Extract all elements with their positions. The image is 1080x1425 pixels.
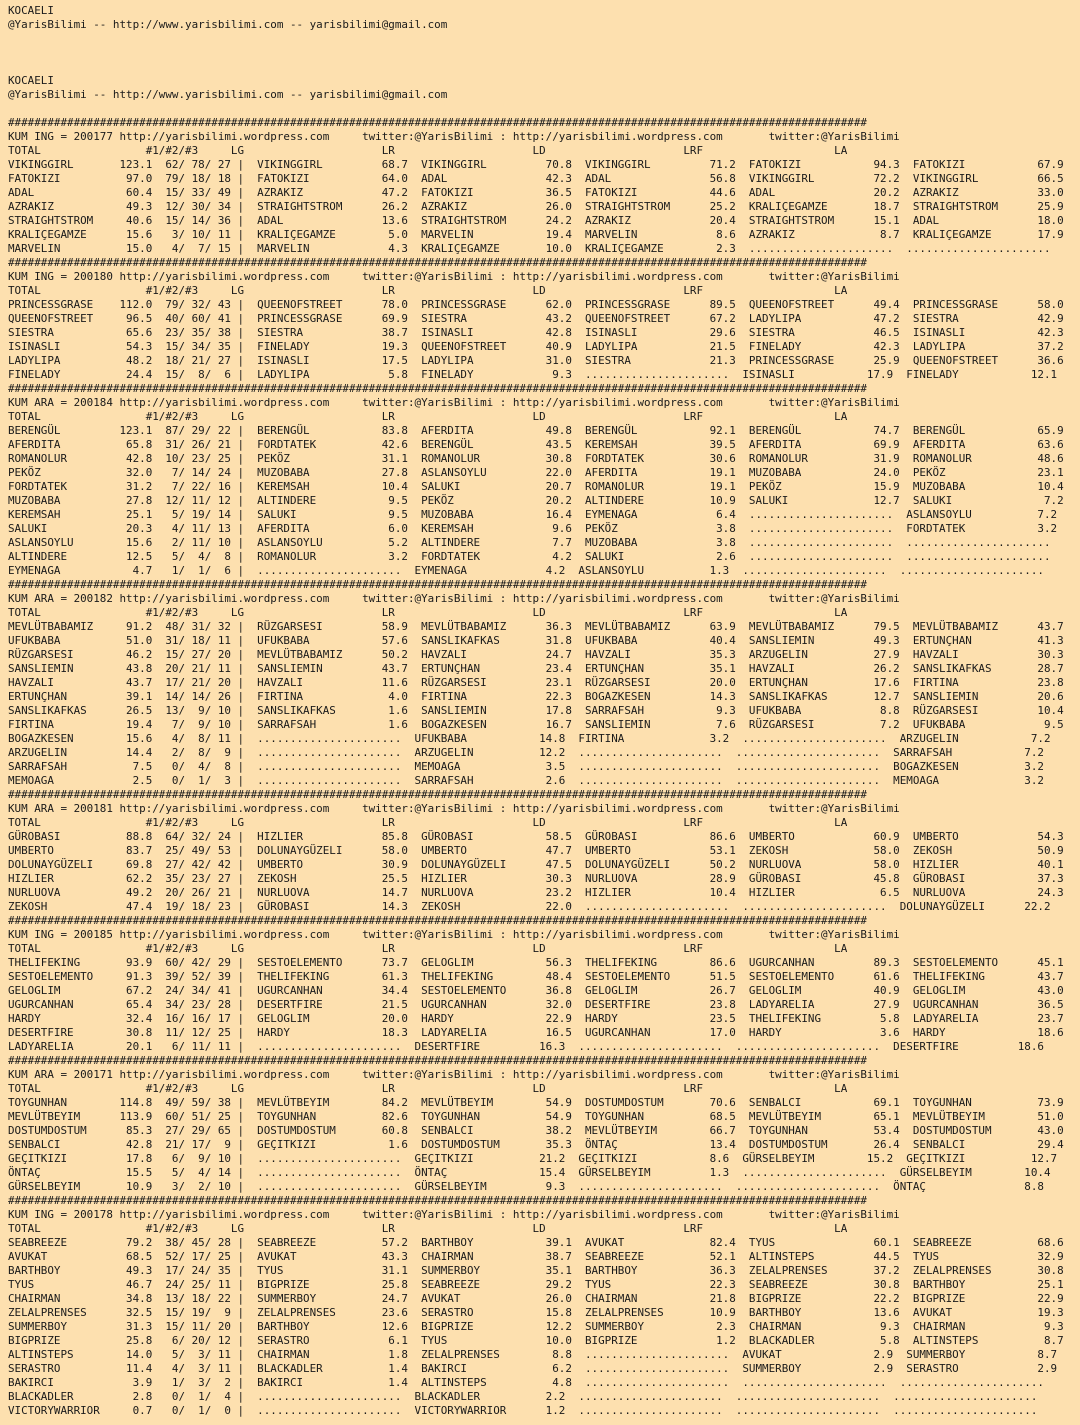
table-row: HARDY 32.4 16/ 16/ 17 | GELOGLIM 20.0 HARDY 22.9 HARDY 23.5 THELIFEKING 5.8 LADYARELIA 23.7 — [8, 1012, 1064, 1025]
table-row: ZEKOSH 47.4 19/ 18/ 23 | GÜROBASI 14.3 ZEKOSH 22.0 ...................... ...................... DOLUNAYGÜZELI 22.2 — [8, 900, 1051, 913]
column-header-line: TOTAL #1/#2/#3 LG LR LD LRF LA — [8, 1082, 848, 1095]
text-line: @YarisBilimi -- http://www.yarisbilimi.com -- yarisbilimi@gmail.com — [8, 88, 448, 101]
table-row: SIESTRA 65.6 23/ 35/ 38 | SIESTRA 38.7 ISINASLI 42.8 ISINASLI 29.6 SIESTRA 46.5 ISINASLI 42.3 — [8, 326, 1064, 339]
column-header-line: TOTAL #1/#2/#3 LG LR LD LRF LA — [8, 284, 848, 297]
table-row: LADYARELIA 20.1 6/ 11/ 11 | ...................... DESERTFIRE 16.3 ...................... ...................... DESERTFIRE 18.6 — [8, 1040, 1044, 1053]
column-header-line: TOTAL #1/#2/#3 LG LR LD LRF LA — [8, 606, 848, 619]
separator-line: ################################################################################################################################### — [8, 256, 867, 269]
table-row: VICTORYWARRIOR 0.7 0/ 1/ 0 | ...................... VICTORYWARRIOR 1.2 ...................... ...................... ...................... — [8, 1404, 1038, 1417]
table-row: BAKIRCI 3.9 1/ 3/ 2 | BAKIRCI 1.4 ALTINSTEPS 4.8 ...................... ...................... ...................... — [8, 1376, 1044, 1389]
separator-line: ################################################################################################################################### — [8, 578, 867, 591]
table-row: ASLANSOYLU 15.6 2/ 11/ 10 | ASLANSOYLU 5.2 ALTINDERE 7.7 MUZOBABA 3.8 ...................... ...................... — [8, 536, 1051, 549]
race-header-line: KUM ARA = 200171 http://yarisbilimi.wordpress.com twitter:@YarisBilimi : http://yarisbilimi.wordpress.com twitter:@YarisBilimi — [8, 1068, 900, 1081]
table-row: THELIFEKING 93.9 60/ 42/ 29 | SESTOELEMENTO 73.7 GELOGLIM 56.3 THELIFEKING 86.6 UGURCANHAN 89.3 SESTOELEMENTO 45.1 — [8, 956, 1064, 969]
table-row: NURLUOVA 49.2 20/ 26/ 21 | NURLUOVA 14.7 NURLUOVA 23.2 HIZLIER 10.4 HIZLIER 6.5 NURLUOVA 24.3 — [8, 886, 1064, 899]
table-row: BLACKADLER 2.8 0/ 1/ 4 | ...................... BLACKADLER 2.2 ...................... ...................... ...................... — [8, 1390, 1038, 1403]
table-row: ALTINDERE 12.5 5/ 4/ 8 | ROMANOLUR 3.2 FORDTATEK 4.2 SALUKI 2.6 ...................... ...................... — [8, 550, 1051, 563]
table-row: FINELADY 24.4 15/ 8/ 6 | LADYLIPA 5.8 FINELADY 9.3 ...................... ISINASLI 17.9 FINELADY 12.1 — [8, 368, 1058, 381]
table-row: KEREMSAH 25.1 5/ 19/ 14 | SALUKI 9.5 MUZOBABA 16.4 EYMENAGA 6.4 ...................... ASLANSOYLU 7.2 — [8, 508, 1058, 521]
table-row: SUMMERBOY 31.3 15/ 11/ 20 | BARTHBOY 12.6 BIGPRIZE 12.2 SUMMERBOY 2.3 CHAIRMAN 9.3 CHAIRMAN 9.3 — [8, 1320, 1064, 1333]
table-row: EYMENAGA 4.7 1/ 1/ 6 | ...................... EYMENAGA 4.2 ASLANSOYLU 1.3 ...................... ...................... — [8, 564, 1044, 577]
table-row: DESERTFIRE 30.8 11/ 12/ 25 | HARDY 18.3 LADYARELIA 16.5 UGURCANHAN 17.0 HARDY 3.6 HARDY 18.6 — [8, 1026, 1064, 1039]
table-row: DOSTUMDOSTUM 85.3 27/ 29/ 65 | DOSTUMDOSTUM 60.8 SENBALCI 38.2 MEVLÜTBEYIM 66.7 TOYGUNHAN 53.4 DOSTUMDOSTUM 43.0 — [8, 1124, 1064, 1137]
column-header-line: TOTAL #1/#2/#3 LG LR LD LRF LA — [8, 1222, 848, 1235]
table-row: SERASTRO 11.4 4/ 3/ 11 | BLACKADLER 1.4 BAKIRCI 6.2 ...................... SUMMERBOY 2.9 SERASTRO 2.9 — [8, 1362, 1058, 1375]
table-row: GEÇITKIZI 17.8 6/ 9/ 10 | ...................... GEÇITKIZI 21.2 GEÇITKIZI 8.6 GÜRSELBEYIM 15.2 GEÇITKIZI 12.7 — [8, 1152, 1058, 1165]
table-row: CHAIRMAN 34.8 13/ 18/ 22 | SUMMERBOY 24.7 AVUKAT 26.0 CHAIRMAN 21.8 BIGPRIZE 22.2 BIGPRIZE 22.9 — [8, 1292, 1064, 1305]
table-row: FIRTINA 19.4 7/ 9/ 10 | SARRAFSAH 1.6 BOGAZKESEN 16.7 SANSLIEMIN 7.6 RÜZGARSESI 7.2 UFUKBABA 9.5 — [8, 718, 1064, 731]
table-row: AVUKAT 68.5 52/ 17/ 25 | AVUKAT 43.3 CHAIRMAN 38.7 SEABREEZE 52.1 ALTINSTEPS 44.5 TYUS 32.9 — [8, 1250, 1064, 1263]
table-row: BOGAZKESEN 15.6 4/ 8/ 11 | ...................... UFUKBABA 14.8 FIRTINA 3.2 ...................... ARZUGELIN 7.2 — [8, 732, 1051, 745]
table-row: ROMANOLUR 42.8 10/ 23/ 25 | PEKÖZ 31.1 ROMANOLUR 30.8 FORDTATEK 30.6 ROMANOLUR 31.9 ROMANOLUR 48.6 — [8, 452, 1064, 465]
table-row: ERTUNÇHAN 39.1 14/ 14/ 26 | FIRTINA 4.0 FIRTINA 22.3 BOGAZKESEN 14.3 SANSLIKAFKAS 12.7 SANSLIEMIN 20.6 — [8, 690, 1064, 703]
table-row: SANSLIEMIN 43.8 20/ 21/ 11 | SANSLIEMIN 43.7 ERTUNÇHAN 23.4 ERTUNÇHAN 35.1 HAVZALI 26.2 SANSLIKAFKAS 28.7 — [8, 662, 1064, 675]
table-row: LADYLIPA 48.2 18/ 21/ 27 | ISINASLI 17.5 LADYLIPA 31.0 SIESTRA 21.3 PRINCESSGRASE 25.9 QUEENOFSTREET 36.6 — [8, 354, 1064, 367]
table-row: GELOGLIM 67.2 24/ 34/ 41 | UGURCANHAN 34.4 SESTOELEMENTO 36.8 GELOGLIM 26.7 GELOGLIM 40.9 GELOGLIM 43.0 — [8, 984, 1064, 997]
table-row: ALTINSTEPS 14.0 5/ 3/ 11 | CHAIRMAN 1.8 ZELALPRENSES 8.8 ...................... AVUKAT 2.9 SUMMERBOY 8.7 — [8, 1348, 1058, 1361]
table-row: BIGPRIZE 25.8 6/ 20/ 12 | SERASTRO 6.1 TYUS 10.0 BIGPRIZE 1.2 BLACKADLER 5.8 ALTINSTEPS 8.7 — [8, 1334, 1064, 1347]
table-row: VIKINGGIRL 123.1 62/ 78/ 27 | VIKINGGIRL 68.7 VIKINGGIRL 70.8 VIKINGGIRL 71.2 FATOKIZI 94.3 FATOKIZI 67.9 — [8, 158, 1064, 171]
table-row: ADAL 60.4 15/ 33/ 49 | AZRAKIZ 47.2 FATOKIZI 36.5 FATOKIZI 44.6 ADAL 20.2 AZRAKIZ 33.0 — [8, 186, 1064, 199]
table-row: FATOKIZI 97.0 79/ 18/ 18 | FATOKIZI 64.0 ADAL 42.3 ADAL 56.8 VIKINGGIRL 72.2 VIKINGGIRL 66.5 — [8, 172, 1064, 185]
table-row: SESTOELEMENTO 91.3 39/ 52/ 39 | THELIFEKING 61.3 THELIFEKING 48.4 SESTOELEMENTO 51.5 SESTOELEMENTO 61.6 THELIFEKING 43.7 — [8, 970, 1064, 983]
table-row: MUZOBABA 27.8 12/ 11/ 12 | ALTINDERE 9.5 PEKÖZ 20.2 ALTINDERE 10.9 SALUKI 12.7 SALUKI 7.2 — [8, 494, 1064, 507]
table-row: UGURCANHAN 65.4 34/ 23/ 28 | DESERTFIRE 21.5 UGURCANHAN 32.0 DESERTFIRE 23.8 LADYARELIA 27.9 UGURCANHAN 36.5 — [8, 998, 1064, 1011]
text-line: KOCAELI — [8, 4, 54, 17]
separator-line: ################################################################################################################################### — [8, 382, 867, 395]
table-row: ISINASLI 54.3 15/ 34/ 35 | FINELADY 19.3 QUEENOFSTREET 40.9 LADYLIPA 21.5 FINELADY 42.3 LADYLIPA 37.2 — [8, 340, 1064, 353]
race-header-line: KUM ING = 200177 http://yarisbilimi.wordpress.com twitter:@YarisBilimi : http://yarisbilimi.wordpress.com twitter:@YarisBilimi — [8, 130, 900, 143]
table-row: UMBERTO 83.7 25/ 49/ 53 | DOLUNAYGÜZELI 58.0 UMBERTO 47.7 UMBERTO 53.1 ZEKOSH 58.0 ZEKOSH 50.9 — [8, 844, 1064, 857]
race-header-line: KUM ING = 200180 http://yarisbilimi.wordpress.com twitter:@YarisBilimi : http://yarisbilimi.wordpress.com twitter:@YarisBilimi — [8, 270, 900, 283]
table-row: SALUKI 20.3 4/ 11/ 13 | AFERDITA 6.0 KEREMSAH 9.6 PEKÖZ 3.8 ...................... FORDTATEK 3.2 — [8, 522, 1058, 535]
table-row: MEMOAGA 2.5 0/ 1/ 3 | ...................... SARRAFSAH 2.6 ...................... ...................... MEMOAGA 3.2 — [8, 774, 1044, 787]
race-header-line: KUM ING = 200178 http://yarisbilimi.wordpress.com twitter:@YarisBilimi : http://yarisbilimi.wordpress.com twitter:@YarisBilimi — [8, 1208, 900, 1221]
table-row: GÜROBASI 88.8 64/ 32/ 24 | HIZLIER 85.8 GÜROBASI 58.5 GÜROBASI 86.6 UMBERTO 60.9 UMBERTO 54.3 — [8, 830, 1064, 843]
table-row: TOYGUNHAN 114.8 49/ 59/ 38 | MEVLÜTBEYIM 84.2 MEVLÜTBEYIM 54.9 DOSTUMDOSTUM 70.6 SENBALCI 69.1 TOYGUNHAN 73.9 — [8, 1096, 1064, 1109]
table-row: SANSLIKAFKAS 26.5 13/ 9/ 10 | SANSLIKAFKAS 1.6 SANSLIEMIN 17.8 SARRAFSAH 9.3 UFUKBABA 8.8 RÜZGARSESI 10.4 — [8, 704, 1064, 717]
table-row: QUEENOFSTREET 96.5 40/ 60/ 41 | PRINCESSGRASE 69.9 SIESTRA 43.2 QUEENOFSTREET 67.2 LADYLIPA 47.2 SIESTRA 42.9 — [8, 312, 1064, 325]
race-header-line: KUM ARA = 200184 http://yarisbilimi.wordpress.com twitter:@YarisBilimi : http://yarisbilimi.wordpress.com twitter:@YarisBilimi — [8, 396, 900, 409]
table-row: ARZUGELIN 14.4 2/ 8/ 9 | ...................... ARZUGELIN 12.2 ...................... ...................... SARRAFSAH 7.2 — [8, 746, 1044, 759]
table-row: STRAIGHTSTROM 40.6 15/ 14/ 36 | ADAL 13.6 STRAIGHTSTROM 24.2 AZRAKIZ 20.4 STRAIGHTSTROM 15.1 ADAL 18.0 — [8, 214, 1064, 227]
table-row: BERENGÜL 123.1 87/ 29/ 22 | BERENGÜL 83.8 AFERDITA 49.8 BERENGÜL 92.1 BERENGÜL 74.7 BERENGÜL 65.9 — [8, 424, 1064, 437]
separator-line: ################################################################################################################################### — [8, 914, 867, 927]
table-row: BARTHBOY 49.3 17/ 24/ 35 | TYUS 31.1 SUMMERBOY 35.1 BARTHBOY 36.3 ZELALPRENSES 37.2 ZELALPRENSES 30.8 — [8, 1264, 1064, 1277]
table-row: SEABREEZE 79.2 38/ 45/ 28 | SEABREEZE 57.2 BARTHBOY 39.1 AVUKAT 82.4 TYUS 60.1 SEABREEZE 68.6 — [8, 1236, 1064, 1249]
table-row: MEVLÜTBABAMIZ 91.2 48/ 31/ 32 | RÜZGARSESI 58.9 MEVLÜTBABAMIZ 36.3 MEVLÜTBABAMIZ 63.9 MEVLÜTBABAMIZ 79.5 MEVLÜTBABAMIZ 43.7 — [8, 620, 1064, 633]
table-row: PRINCESSGRASE 112.0 79/ 32/ 43 | QUEENOFSTREET 78.0 PRINCESSGRASE 62.0 PRINCESSGRASE 89.5 QUEENOFSTREET 49.4 PRINCESSGRASE 58.0 — [8, 298, 1064, 311]
table-row: TYUS 46.7 24/ 25/ 11 | BIGPRIZE 25.8 SEABREEZE 29.2 TYUS 22.3 SEABREEZE 30.8 BARTHBOY 25.1 — [8, 1278, 1064, 1291]
separator-line: ################################################################################################################################### — [8, 1194, 867, 1207]
table-row: KRALIÇEGAMZE 15.6 3/ 10/ 11 | KRALIÇEGAMZE 5.0 MARVELIN 19.4 MARVELIN 8.6 AZRAKIZ 8.7 KRALIÇEGAMZE 17.9 — [8, 228, 1064, 241]
table-row: GÜRSELBEYIM 10.9 3/ 2/ 10 | ...................... GÜRSELBEYIM 9.3 ...................... ...................... ÖNTAÇ 8.8 — [8, 1180, 1044, 1193]
table-row: ZELALPRENSES 32.5 15/ 19/ 9 | ZELALPRENSES 23.6 SERASTRO 15.8 ZELALPRENSES 10.9 BARTHBOY 13.6 AVUKAT 19.3 — [8, 1306, 1064, 1319]
table-row: AZRAKIZ 49.3 12/ 30/ 34 | STRAIGHTSTROM 26.2 AZRAKIZ 26.0 STRAIGHTSTROM 25.2 KRALIÇEGAMZE 18.7 STRAIGHTSTROM 25.9 — [8, 200, 1064, 213]
table-row: DOLUNAYGÜZELI 69.8 27/ 42/ 42 | UMBERTO 30.9 DOLUNAYGÜZELI 47.5 DOLUNAYGÜZELI 50.2 NURLUOVA 58.0 HIZLIER 40.1 — [8, 858, 1064, 871]
table-row: UFUKBABA 51.0 31/ 18/ 11 | UFUKBABA 57.6 SANSLIKAFKAS 31.8 UFUKBABA 40.4 SANSLIEMIN 49.3 ERTUNÇHAN 41.3 — [8, 634, 1064, 647]
table-row: SARRAFSAH 7.5 0/ 4/ 8 | ...................... MEMOAGA 3.5 ...................... ...................... BOGAZKESEN 3.2 — [8, 760, 1044, 773]
column-header-line: TOTAL #1/#2/#3 LG LR LD LRF LA — [8, 816, 848, 829]
blank-line — [8, 102, 1080, 116]
column-header-line: TOTAL #1/#2/#3 LG LR LD LRF LA — [8, 410, 848, 423]
table-row: MARVELIN 15.0 4/ 7/ 15 | MARVELIN 4.3 KRALIÇEGAMZE 10.0 KRALIÇEGAMZE 2.3 ...................... ...................... — [8, 242, 1051, 255]
table-row: MEVLÜTBEYIM 113.9 60/ 51/ 25 | TOYGUNHAN 82.6 TOYGUNHAN 54.9 TOYGUNHAN 68.5 MEVLÜTBEYIM 65.1 MEVLÜTBEYIM 51.0 — [8, 1110, 1064, 1123]
separator-line: ################################################################################################################################### — [8, 116, 867, 129]
race-header-line: KUM ING = 200185 http://yarisbilimi.wordpress.com twitter:@YarisBilimi : http://yarisbilimi.wordpress.com twitter:@YarisBilimi — [8, 928, 900, 941]
column-header-line: TOTAL #1/#2/#3 LG LR LD LRF LA — [8, 144, 848, 157]
race-header-line: KUM ARA = 200182 http://yarisbilimi.wordpress.com twitter:@YarisBilimi : http://yarisbilimi.wordpress.com twitter:@YarisBilimi — [8, 592, 900, 605]
race-header-line: KUM ARA = 200181 http://yarisbilimi.wordpress.com twitter:@YarisBilimi : http://yarisbilimi.wordpress.com twitter:@YarisBilimi — [8, 802, 900, 815]
text-line: KOCAELI — [8, 74, 54, 87]
separator-line: ################################################################################################################################### — [8, 1054, 867, 1067]
text-line: @YarisBilimi -- http://www.yarisbilimi.com -- yarisbilimi@gmail.com — [8, 18, 448, 31]
separator-line: ################################################################################################################################### — [8, 788, 867, 801]
table-row: ÖNTAÇ 15.5 5/ 4/ 14 | ...................... ÖNTAÇ 15.4 GÜRSELBEYIM 1.3 ...................... GÜRSELBEYIM 10.4 — [8, 1166, 1051, 1179]
table-row: RÜZGARSESI 46.2 15/ 27/ 20 | MEVLÜTBABAMIZ 50.2 HAVZALI 24.7 HAVZALI 35.3 ARZUGELIN 27.9 HAVZALI 30.3 — [8, 648, 1064, 661]
table-row: SENBALCI 42.8 21/ 17/ 9 | GEÇITKIZI 1.6 DOSTUMDOSTUM 35.3 ÖNTAÇ 13.4 DOSTUMDOSTUM 26.4 SENBALCI 29.4 — [8, 1138, 1064, 1151]
blank-line — [8, 46, 1080, 60]
table-row: HAVZALI 43.7 17/ 21/ 20 | HAVZALI 11.6 RÜZGARSESI 23.1 RÜZGARSESI 20.0 ERTUNÇHAN 17.6 FIRTINA 23.8 — [8, 676, 1064, 689]
table-row: PEKÖZ 32.0 7/ 14/ 24 | MUZOBABA 27.8 ASLANSOYLU 22.0 AFERDITA 19.1 MUZOBABA 24.0 PEKÖZ 23.1 — [8, 466, 1064, 479]
blank-line — [8, 32, 1080, 46]
table-row: FORDTATEK 31.2 7/ 22/ 16 | KEREMSAH 10.4 SALUKI 20.7 ROMANOLUR 19.1 PEKÖZ 15.9 MUZOBABA 10.4 — [8, 480, 1064, 493]
table-row: AFERDITA 65.8 31/ 26/ 21 | FORDTATEK 42.6 BERENGÜL 43.5 KEREMSAH 39.5 AFERDITA 69.9 AFERDITA 63.6 — [8, 438, 1064, 451]
blank-line — [8, 60, 1080, 74]
table-row: HIZLIER 62.2 35/ 23/ 27 | ZEKOSH 25.5 HIZLIER 30.3 NURLUOVA 28.9 GÜROBASI 45.8 GÜROBASI 37.3 — [8, 872, 1064, 885]
column-header-line: TOTAL #1/#2/#3 LG LR LD LRF LA — [8, 942, 848, 955]
